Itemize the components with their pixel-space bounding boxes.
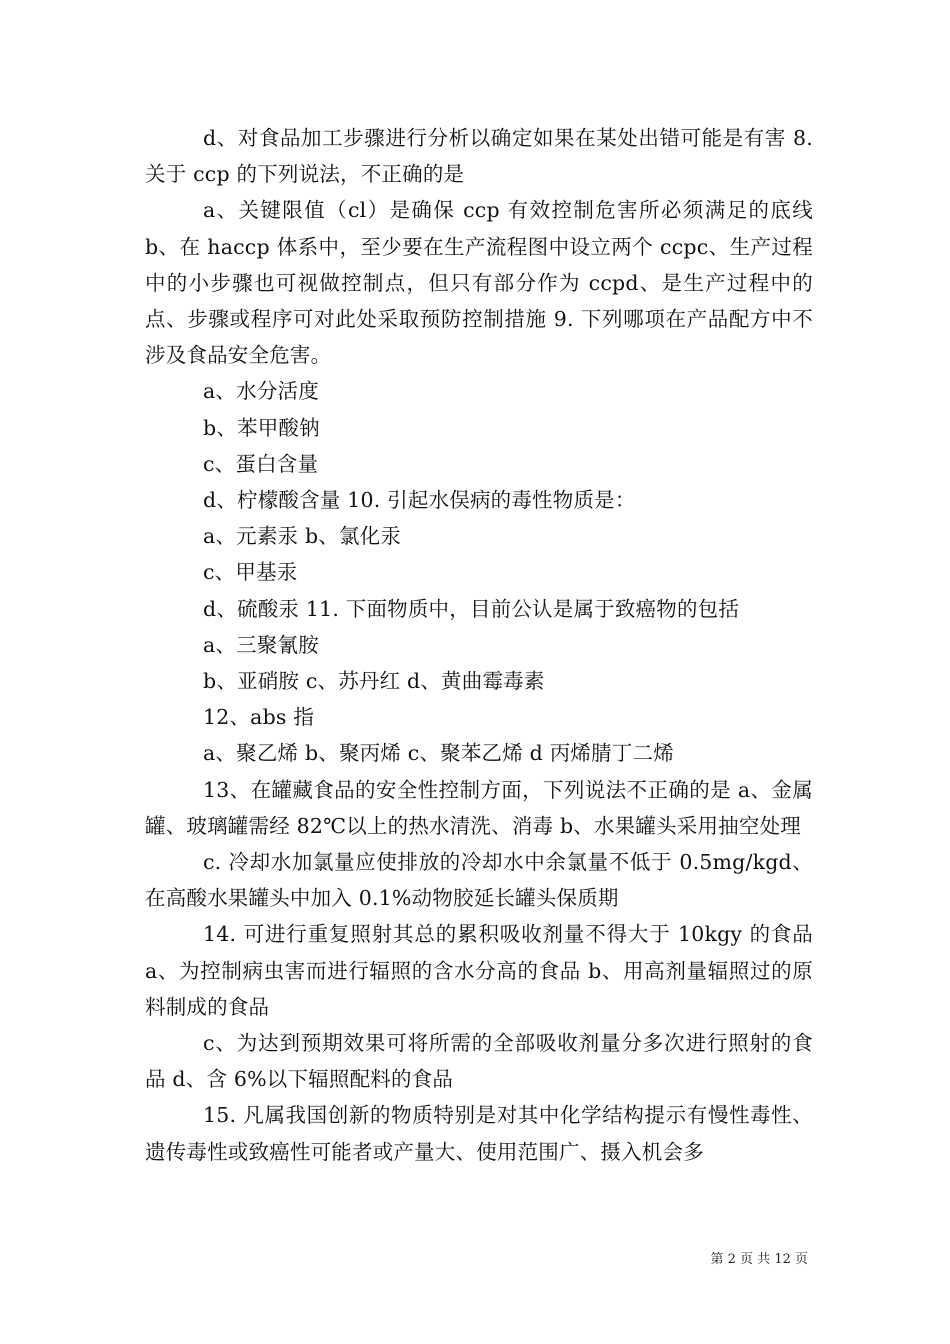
paragraph: c、甲基汞 bbox=[203, 560, 298, 585]
paragraph: 15. 凡属我国创新的物质特别是对其中化学结构提示有慢性毒性、遗传毒性或致癌性可能者或产量大、使用范围广、摄入机会多 bbox=[145, 1103, 813, 1164]
paragraph: a、水分活度 bbox=[203, 379, 319, 404]
paragraph: a、元素汞 b、氯化汞 bbox=[203, 524, 402, 549]
paragraph: d、柠檬酸含量 10. 引起水俣病的毒性物质是： bbox=[203, 488, 636, 513]
paragraph: 12、abs 指 bbox=[203, 705, 315, 730]
paragraph: c. 冷却水加氯量应使排放的冷却水中余氯量不低于 0.5mg/kgd、在高酸水果罐头中加入 0.1%动物胶延长罐头保质期 bbox=[145, 850, 813, 911]
page-number: 第 2 页 共 12 页 bbox=[710, 1252, 808, 1267]
paragraph: d、硫酸汞 11. 下面物质中，目前公认是属于致癌物的包括 bbox=[203, 596, 740, 621]
paragraph: d、对食品加工步骤进行分析以确定如果在某处出错可能是有害 8. 关于 ccp 的下列说法，不正确的是 bbox=[145, 126, 813, 187]
paragraph: b、苯甲酸钠 bbox=[203, 415, 320, 440]
paragraph: c、蛋白含量 bbox=[203, 451, 319, 476]
paragraph: 13、在罐藏食品的安全性控制方面，下列说法不正确的是 a、金属罐、玻璃罐需经 82℃以上的热水清洗、消毒 b、水果罐头采用抽空处理 bbox=[145, 777, 813, 838]
paragraph: a、三聚氰胺 bbox=[203, 632, 319, 657]
paragraph: a、关键限值（cl）是确保 ccp 有效控制危害所必须满足的底线 b、在 haccp 体系中，至少要在生产流程图中设立两个 ccpc、生产过程中的小步骤也可视做控制点，但只有部分作为 ccpd、是生产过程中的点、步骤或程序可对此处采取预防控制措施 9. 下列哪项在产品配方中不涉及食品安全危害。 bbox=[145, 198, 813, 368]
document-body bbox=[145, 120, 813, 1170]
paragraph: a、聚乙烯 b、聚丙烯 c、聚苯乙烯 d 丙烯腈丁二烯 bbox=[203, 741, 674, 766]
paragraph: b、亚硝胺 c、苏丹红 d、黄曲霉毒素 bbox=[203, 669, 545, 694]
paragraph: c、为达到预期效果可将所需的全部吸收剂量分多次进行照射的食品 d、含 6%以下辐照配料的食品 bbox=[145, 1031, 813, 1092]
paragraph: 14. 可进行重复照射其总的累积吸收剂量不得大于 10kgy 的食品 a、为控制病虫害而进行辐照的含水分高的食品 b、用高剂量辐照过的原料制成的食品 bbox=[145, 922, 813, 1019]
